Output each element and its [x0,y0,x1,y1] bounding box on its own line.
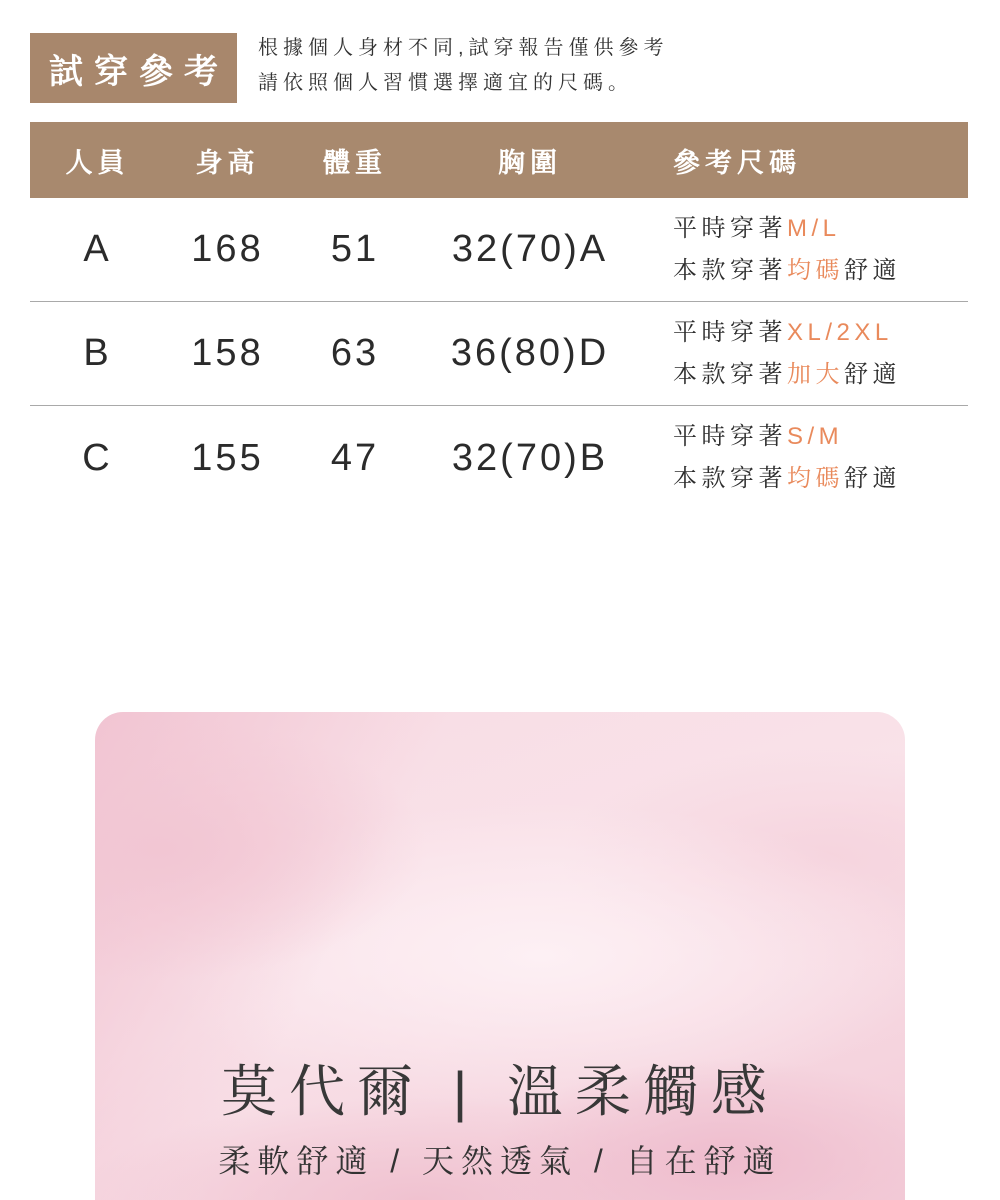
table-row [30,302,968,406]
fabric-image [95,712,905,1200]
usual-wear-line: 平時穿著M/L [673,214,841,242]
cell-weight: 47 [330,436,380,479]
header-bust: 胸圍 [498,147,562,178]
usual-wear-line: 平時穿著S/M [673,423,844,450]
cell-height: 168 [191,228,264,270]
usual-size-highlight: XL/2XL [787,318,893,346]
usual-size-highlight: S/M [787,423,844,450]
cell-reference-size [640,312,968,396]
header-person: 人員 [65,147,130,178]
usual-size-highlight: M/L [787,214,841,242]
cell-weight: 63 [330,332,380,374]
this-size-highlight: 加大 [787,360,844,388]
fabric-title: 莫代爾 | 溫柔觸感 [221,1060,779,1123]
cell-bust: 32(70)A [451,228,609,270]
this-item-line: 本款穿著均碼舒適 [673,465,901,492]
cell-reference-size [640,208,968,292]
size-table-body [30,198,968,510]
cell-person: A [83,228,112,270]
header-weight: 體重 [323,147,387,178]
this-item-line: 本款穿著加大舒適 [673,360,901,388]
size-table-header [30,122,968,198]
cell-weight: 51 [330,228,380,270]
cell-height: 158 [191,332,264,374]
cell-bust: 36(80)D [450,332,610,374]
disclaimer-line-1: 根據個人身材不同,試穿報告僅供參考 [258,37,669,59]
disclaimer-line-2: 請依照個人習慣選擇適宜的尺碼。 [258,72,633,94]
this-item-line: 本款穿著均碼舒適 [673,256,901,284]
usual-wear-line: 平時穿著XL/2XL [673,318,893,346]
fabric-subtitle: 柔軟舒適 / 天然透氣 / 自在舒適 [218,1143,782,1179]
header-height: 身高 [195,147,260,178]
header-reference-size: 參考尺碼 [673,147,801,178]
cell-person: C [82,436,113,479]
table-row [30,198,968,302]
cell-height: 155 [191,436,264,479]
cell-person: B [83,332,112,374]
cell-reference-size [640,416,968,500]
cell-bust: 32(70)B [451,436,609,479]
this-size-highlight: 均碼 [787,256,844,284]
fitting-disclaimer [258,31,669,101]
this-size-highlight: 均碼 [787,465,844,492]
fitting-reference-badge: 試穿參考 [30,33,237,103]
table-row [30,406,968,510]
